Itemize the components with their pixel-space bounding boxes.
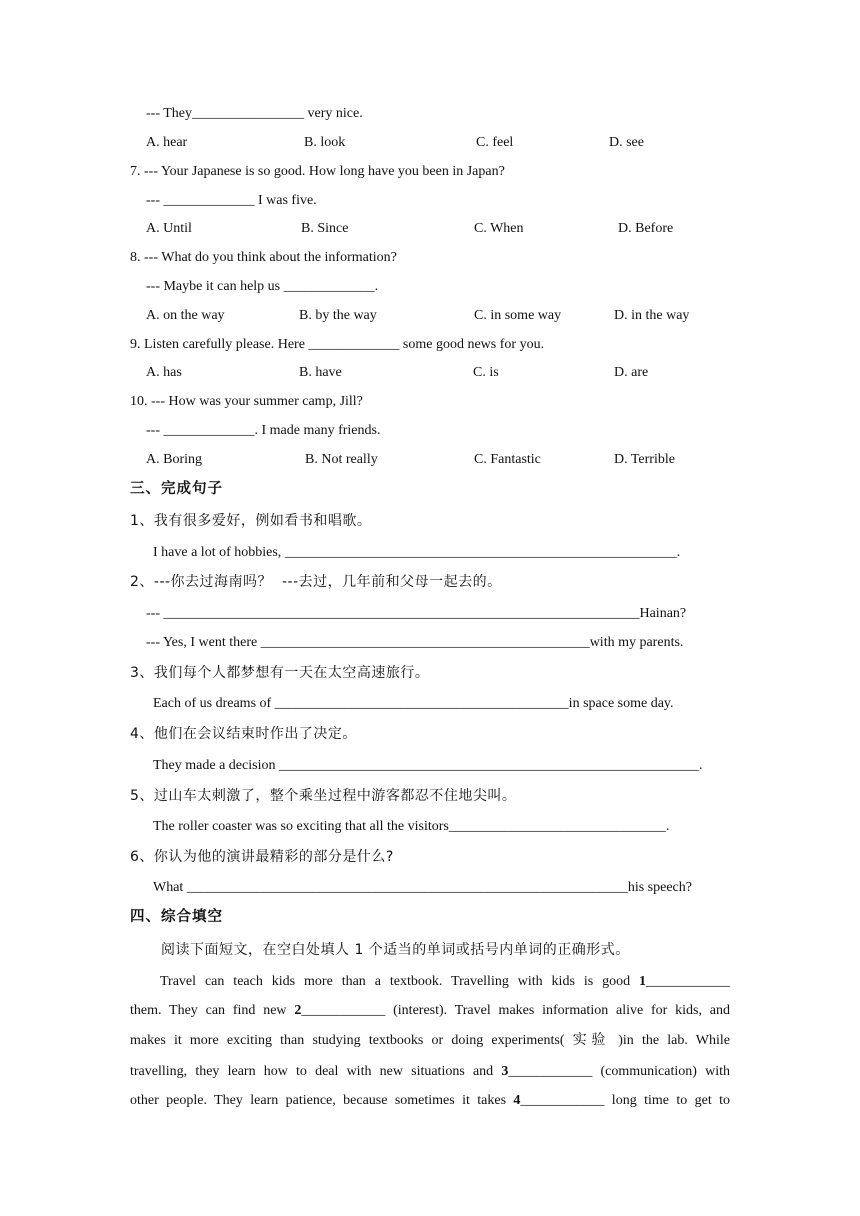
s3-item-2-chinese: 2、---你去过海南吗？ ---去过，几年前和父母一起去的。 <box>130 574 502 590</box>
q10-question: 10. --- How was your summer camp, Jill? <box>130 394 363 409</box>
q7-option-a: A. Until <box>146 221 192 236</box>
q8-option-a: A. on the way <box>146 308 225 323</box>
passage-line-4: travelling, they learn how to deal with new situations and 3____________ (communication) with <box>130 1064 730 1079</box>
blank-number: 1 <box>639 974 646 989</box>
blank-number: 2 <box>294 1003 302 1018</box>
s3-item-2-english-line1: --- ____________________________________________________________________Hainan? <box>146 606 687 621</box>
q7-answer-line: --- _____________ I was five. <box>146 193 317 208</box>
s3-item-6-english: What _______________________________________________________________his speech? <box>153 880 692 895</box>
s3-item-6-chinese: 6、你认为他的演讲最精彩的部分是什么? <box>130 849 394 865</box>
q9-option-d: D. are <box>614 365 649 380</box>
passage-line-2: them. They can find new 2____________ (interest). Travel makes information alive for kids, and <box>130 1003 731 1018</box>
q8-question: 8. --- What do you think about the information? <box>130 250 397 265</box>
q8-answer-line: --- Maybe it can help us _____________. <box>146 279 379 294</box>
s3-item-3-chinese: 3、我们每个人都梦想有一天在太空高速旅行。 <box>130 665 430 681</box>
s3-item-5-english: The roller coaster was so exciting that all the visitors_______________________________. <box>153 819 670 834</box>
q6-option-d: D. see <box>609 135 644 150</box>
q9-option-b: B. have <box>299 365 342 380</box>
q10-option-b: B. Not really <box>305 452 378 467</box>
q10-option-a: A. Boring <box>146 452 202 467</box>
q10-option-d: D. Terrible <box>614 452 675 467</box>
q7-option-d: D. Before <box>618 221 674 236</box>
q8-option-d: D. in the way <box>614 308 690 323</box>
q10-option-c: C. Fantastic <box>474 452 541 467</box>
q7-option-c: C. When <box>474 221 524 236</box>
q6-option-b: B. look <box>304 135 346 150</box>
q6-answer-line: --- They________________ very nice. <box>146 106 363 121</box>
q7-question: 7. --- Your Japanese is so good. How long have you been in Japan? <box>130 164 505 179</box>
q8-option-b: B. by the way <box>299 308 377 323</box>
section-4-heading: 四、综合填空 <box>130 909 223 925</box>
q9-option-c: C. is <box>473 365 499 380</box>
blank-number: 3 <box>501 1064 509 1079</box>
passage-line-5: other people. They learn patience, because sometimes it takes 4____________ long time to get to <box>130 1093 731 1108</box>
s3-item-4-english: They made a decision ____________________________________________________________. <box>153 758 703 773</box>
q7-option-b: B. Since <box>301 221 349 236</box>
s3-item-4-chinese: 4、他们在会议结束时作出了决定。 <box>130 726 357 742</box>
q6-option-a: A. hear <box>146 135 188 150</box>
q6-option-c: C. feel <box>476 135 514 150</box>
s3-item-3-english: Each of us dreams of __________________________________________in space some day. <box>153 696 674 711</box>
s3-item-5-chinese: 5、过山车太刺激了，整个乘坐过程中游客都忍不住地尖叫。 <box>130 788 517 804</box>
q10-answer-line: --- _____________. I made many friends. <box>146 423 381 438</box>
section-3-heading: 三、完成句子 <box>130 481 223 497</box>
s4-instruction: 阅读下面短文，在空白处填人 1 个适当的单词或括号内单词的正确形式。 <box>161 942 630 958</box>
passage-line-3: makes it more exciting than studying textbooks or doing experiments( 实验 )in the lab. While <box>130 1033 730 1048</box>
q9-question: 9. Listen carefully please. Here _____________ some good news for you. <box>130 337 545 352</box>
s3-item-2-english-line2: --- Yes, I went there _______________________________________________with my parents. <box>146 635 684 650</box>
q8-option-c: C. in some way <box>474 308 562 323</box>
s3-item-1-chinese: 1、我有很多爱好，例如看书和唱歌。 <box>130 513 372 529</box>
blank-number: 4 <box>513 1093 521 1108</box>
passage-line-1: Travel can teach kids more than a textbook. Travelling with kids is good 1____________ <box>160 974 730 989</box>
q9-option-a: A. has <box>146 365 182 380</box>
s3-item-1-english: I have a lot of hobbies, ________________________________________________________. <box>153 545 681 560</box>
